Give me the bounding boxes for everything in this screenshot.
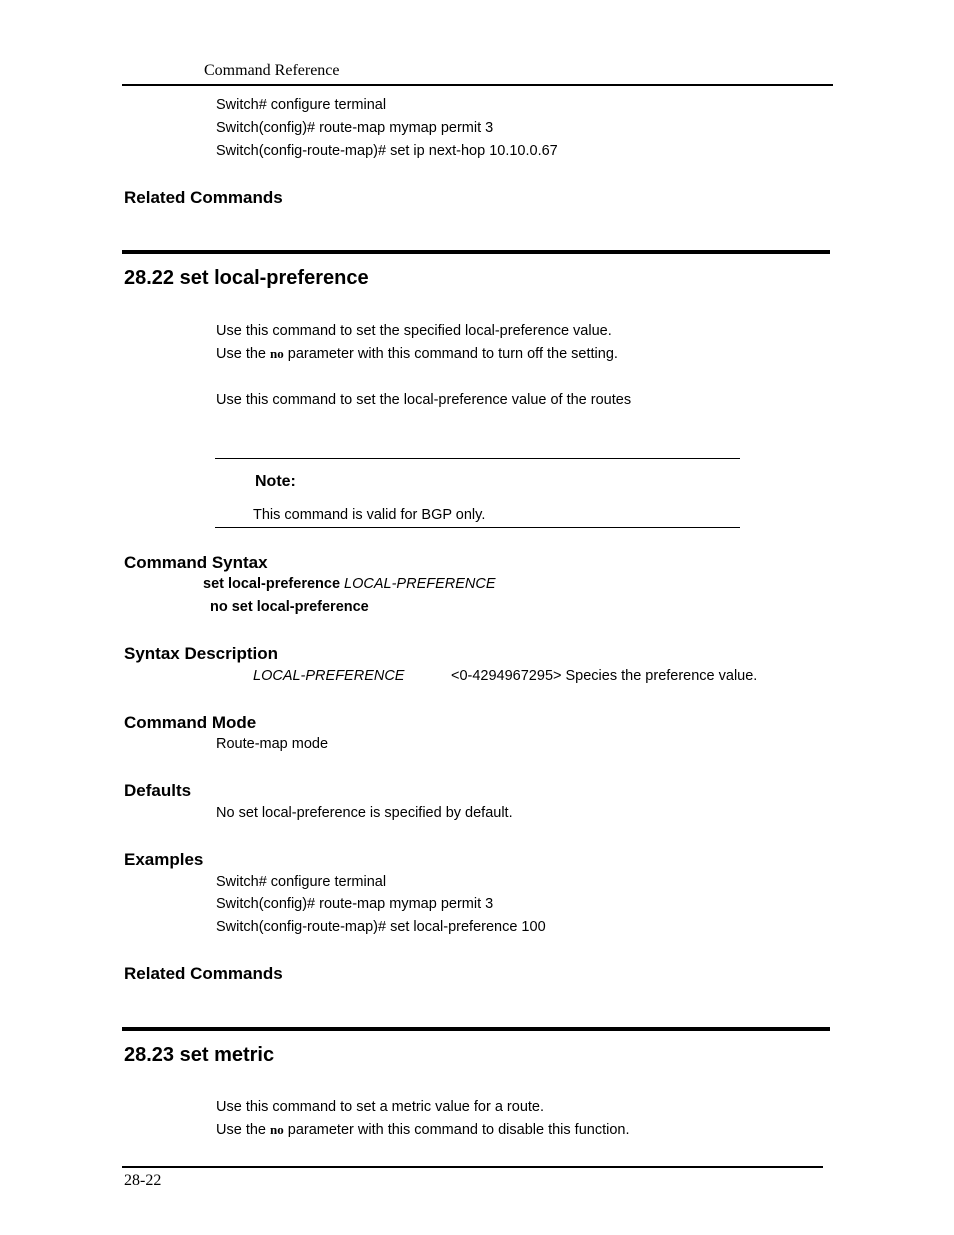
- syntax-line-no: no set local-preference: [210, 599, 369, 615]
- note-top-rule: [215, 458, 740, 459]
- parameter-description: <0-4294967295> Species the preference value.: [451, 668, 758, 684]
- section-title: 28.23 set metric: [124, 1044, 275, 1066]
- description-line: [216, 346, 618, 362]
- command-syntax-heading: Command Syntax: [124, 553, 268, 572]
- command-mode-heading: Command Mode: [124, 713, 257, 732]
- no-keyword: no: [270, 1122, 284, 1137]
- syntax-line: [203, 576, 496, 592]
- header-rule: [122, 84, 833, 86]
- description-text: Use the: [216, 1122, 270, 1138]
- example-line: Switch# configure terminal: [216, 874, 387, 890]
- parameter-name: LOCAL-PREFERENCE: [253, 668, 405, 684]
- defaults-text: No set local-preference is specified by default.: [216, 805, 513, 821]
- no-keyword: no: [270, 346, 284, 361]
- example-line: Switch(config-route-map)# set local-preference 100: [216, 919, 546, 935]
- related-commands-heading: Related Commands: [124, 964, 283, 983]
- related-commands-heading: Related Commands: [124, 188, 283, 207]
- footer-rule: [122, 1166, 823, 1168]
- note-bottom-rule: [215, 527, 740, 528]
- page-number: 28-22: [124, 1172, 162, 1189]
- example-line: Switch# configure terminal: [216, 97, 387, 113]
- example-line: Switch(config-route-map)# set ip next-hop 10.10.0.67: [216, 143, 558, 159]
- example-line: Switch(config)# route-map mymap permit 3: [216, 120, 494, 136]
- running-header: Command Reference: [204, 62, 340, 79]
- command-mode-text: Route-map mode: [216, 736, 329, 752]
- note-text: This command is valid for BGP only.: [253, 507, 486, 523]
- description-line: Use this command to set the local-preference value of the routes: [216, 392, 632, 408]
- section-title: 28.22 set local-preference: [124, 267, 369, 289]
- description-line: [216, 1122, 629, 1138]
- description-text: Use the: [216, 346, 270, 362]
- description-line: Use this command to set a metric value for a route.: [216, 1099, 544, 1115]
- note-label: Note:: [255, 473, 296, 490]
- examples-heading: Examples: [124, 850, 204, 869]
- syntax-command: set local-preference: [203, 576, 345, 592]
- syntax-argument: LOCAL-PREFERENCE: [344, 576, 496, 592]
- defaults-heading: Defaults: [124, 781, 192, 800]
- section-rule: [122, 1027, 830, 1031]
- example-line: Switch(config)# route-map mymap permit 3: [216, 896, 494, 912]
- syntax-description-heading: Syntax Description: [124, 644, 278, 663]
- description-line: Use this command to set the specified local-preference value.: [216, 323, 612, 339]
- section-rule: [122, 250, 830, 254]
- description-text: parameter with this command to disable this function.: [283, 1122, 630, 1138]
- description-text: parameter with this command to turn off the setting.: [283, 346, 618, 362]
